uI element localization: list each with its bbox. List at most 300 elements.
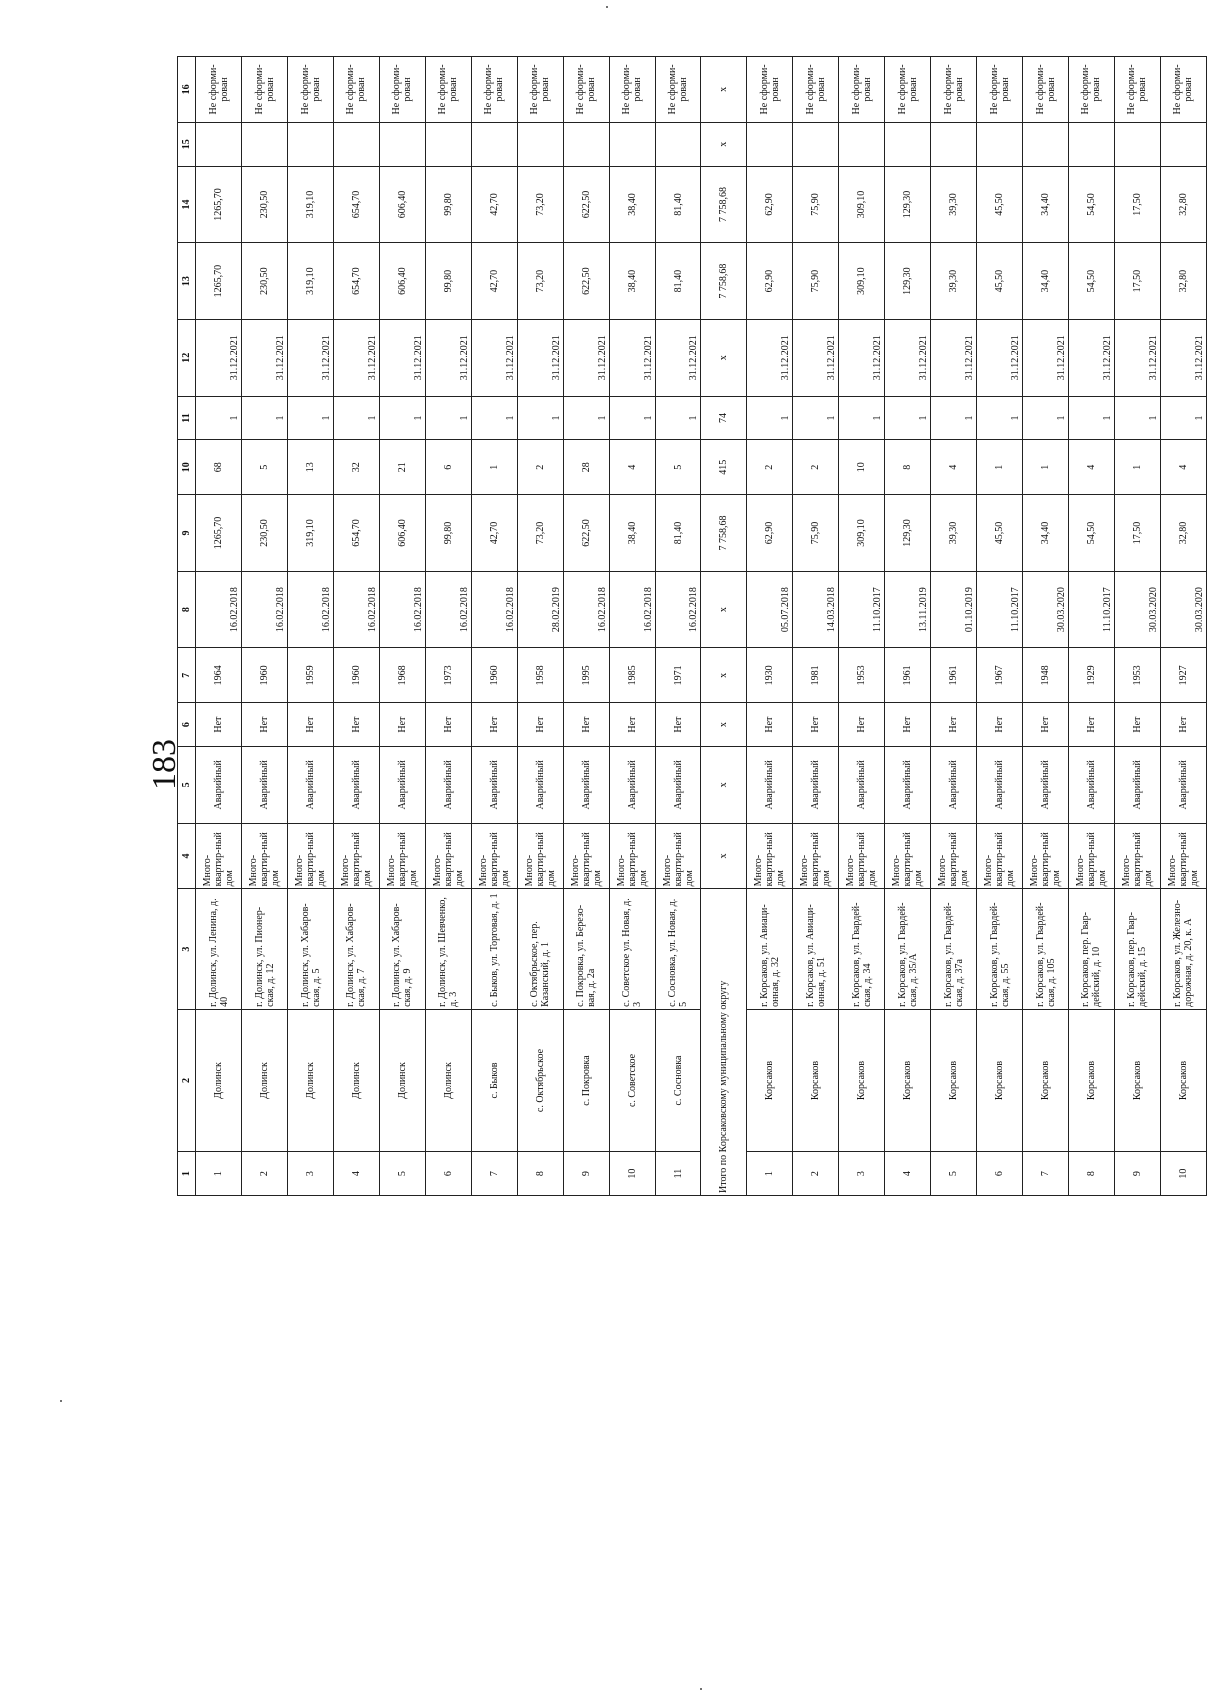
table-row: [885, 57, 931, 1196]
cell-addr: г. Корсаков, ул. Гвардей-ская, д. 105: [1023, 889, 1069, 1009]
cell-c13: 73,20: [517, 243, 563, 320]
cell-c13: 606,40: [379, 243, 425, 320]
cell-area: 622,50: [563, 495, 609, 572]
total-c5: х: [701, 746, 747, 823]
cell-c15: [977, 122, 1023, 166]
cell-c6: Нет: [931, 703, 977, 747]
cell-c15: [242, 122, 288, 166]
cell-c15: [1023, 122, 1069, 166]
cell-c15: [471, 122, 517, 166]
cell-date: 13.11.2019: [885, 571, 931, 648]
cell-year: 1981: [793, 648, 839, 703]
cell-loc: с. Советское: [609, 1009, 655, 1151]
cell-date: 30.03.2020: [1160, 571, 1206, 648]
cell-c6: Нет: [471, 703, 517, 747]
cell-deadline: 31.12.2021: [288, 319, 334, 396]
cell-type: Много-квартир-ный дом: [471, 823, 517, 889]
cell-date: 28.02.2019: [517, 571, 563, 648]
total-label: Итого по Корсаковскому муниципальному округу: [701, 889, 747, 1196]
cell-c6: Нет: [1114, 703, 1160, 747]
cell-c16: Не сформи-рован: [609, 57, 655, 123]
cell-type: Много-квартир-ный дом: [1160, 823, 1206, 889]
cell-loc: Долинск: [425, 1009, 471, 1151]
housing-table-container: [177, 56, 1207, 1196]
cell-loc: с. Октябрьское: [517, 1009, 563, 1151]
cell-type: Много-квартир-ный дом: [563, 823, 609, 889]
cell-c11: 1: [196, 396, 242, 440]
table-row: [839, 57, 885, 1196]
cell-c13: 42,70: [471, 243, 517, 320]
scan-speck: [700, 1688, 702, 1690]
cell-c15: [425, 122, 471, 166]
cell-date: 16.02.2018: [563, 571, 609, 648]
cell-addr: г. Корсаков, ул. Гвардей-ская, д. 37а: [931, 889, 977, 1009]
total-c10: 415: [701, 440, 747, 495]
cell-c11: 1: [655, 396, 701, 440]
cell-c16: Не сформи-рован: [379, 57, 425, 123]
cell-n: 6: [425, 1152, 471, 1196]
cell-c11: 1: [471, 396, 517, 440]
cell-area: 654,70: [333, 495, 379, 572]
cell-c11: 1: [425, 396, 471, 440]
total-c6: х: [701, 703, 747, 747]
table-row: [609, 57, 655, 1196]
cell-c10: 68: [196, 440, 242, 495]
cell-type: Много-квартир-ный дом: [931, 823, 977, 889]
cell-type: Много-квартир-ный дом: [288, 823, 334, 889]
cell-c6: Нет: [655, 703, 701, 747]
cell-addr: г. Корсаков, ул. Гвардей-ская, д. 55: [977, 889, 1023, 1009]
cell-c13: 54,50: [1068, 243, 1114, 320]
cell-c11: 1: [885, 396, 931, 440]
cell-status: Аварийный: [333, 746, 379, 823]
cell-c10: 5: [242, 440, 288, 495]
cell-addr: г. Долинск, ул. Шевченко, д. 3: [425, 889, 471, 1009]
cell-loc: Корсаков: [977, 1009, 1023, 1151]
cell-c10: 21: [379, 440, 425, 495]
cell-n: 8: [517, 1152, 563, 1196]
table-row: [931, 57, 977, 1196]
cell-loc: Корсаков: [839, 1009, 885, 1151]
cell-c10: 4: [931, 440, 977, 495]
cell-n: 3: [839, 1152, 885, 1196]
cell-status: Аварийный: [977, 746, 1023, 823]
table-row: [288, 57, 334, 1196]
cell-area: 34,40: [1023, 495, 1069, 572]
cell-c13: 129,30: [885, 243, 931, 320]
cell-year: 1959: [288, 648, 334, 703]
cell-date: 16.02.2018: [379, 571, 425, 648]
cell-date: 16.02.2018: [242, 571, 288, 648]
cell-deadline: 31.12.2021: [425, 319, 471, 396]
cell-deadline: 31.12.2021: [1160, 319, 1206, 396]
cell-area: 99,80: [425, 495, 471, 572]
cell-c11: 1: [1114, 396, 1160, 440]
cell-c15: [1160, 122, 1206, 166]
cell-n: 4: [333, 1152, 379, 1196]
cell-c15: [885, 122, 931, 166]
cell-c13: 319,10: [288, 243, 334, 320]
cell-c16: Не сформи-рован: [793, 57, 839, 123]
cell-loc: Долинск: [333, 1009, 379, 1151]
cell-addr: г. Корсаков, пер. Гвар-дейский, д. 10: [1068, 889, 1114, 1009]
cell-status: Аварийный: [1160, 746, 1206, 823]
cell-c10: 28: [563, 440, 609, 495]
cell-c13: 45,50: [977, 243, 1023, 320]
cell-addr: г. Корсаков, ул. Железно-дорожная, д. 20, к. А: [1160, 889, 1206, 1009]
cell-area: 81,40: [655, 495, 701, 572]
total-c8: х: [701, 571, 747, 648]
cell-deadline: 31.12.2021: [1114, 319, 1160, 396]
column-number: 16: [178, 57, 196, 123]
cell-year: 1971: [655, 648, 701, 703]
cell-c15: [1114, 122, 1160, 166]
cell-addr: г. Долинск, ул. Хабаров-ская, д. 7: [333, 889, 379, 1009]
cell-addr: г. Корсаков, ул. Авиаци-онная, д. 51: [793, 889, 839, 1009]
total-c7: х: [701, 648, 747, 703]
cell-c10: 1: [471, 440, 517, 495]
cell-date: 11.10.2017: [839, 571, 885, 648]
cell-loc: Корсаков: [747, 1009, 793, 1151]
cell-c15: [379, 122, 425, 166]
cell-c16: Не сформи-рован: [839, 57, 885, 123]
cell-n: 11: [655, 1152, 701, 1196]
cell-c6: Нет: [196, 703, 242, 747]
cell-c14: 32,80: [1160, 166, 1206, 243]
cell-deadline: 31.12.2021: [563, 319, 609, 396]
cell-n: 3: [288, 1152, 334, 1196]
cell-date: 16.02.2018: [609, 571, 655, 648]
cell-c6: Нет: [1023, 703, 1069, 747]
cell-c16: Не сформи-рован: [1114, 57, 1160, 123]
table-row: [1114, 57, 1160, 1196]
cell-c16: Не сформи-рован: [977, 57, 1023, 123]
cell-c10: 2: [517, 440, 563, 495]
cell-date: 16.02.2018: [333, 571, 379, 648]
cell-deadline: 31.12.2021: [655, 319, 701, 396]
cell-c10: 4: [1160, 440, 1206, 495]
cell-addr: г. Корсаков, пер. Гвар-дейский, д. 15: [1114, 889, 1160, 1009]
cell-year: 1927: [1160, 648, 1206, 703]
cell-c10: 5: [655, 440, 701, 495]
cell-c11: 1: [793, 396, 839, 440]
cell-n: 9: [563, 1152, 609, 1196]
cell-c6: Нет: [242, 703, 288, 747]
cell-status: Аварийный: [885, 746, 931, 823]
cell-addr: г. Долинск, ул. Пионер-ская, д. 12: [242, 889, 288, 1009]
cell-n: 5: [379, 1152, 425, 1196]
table-row: [977, 57, 1023, 1196]
cell-deadline: 31.12.2021: [977, 319, 1023, 396]
cell-area: 1265,70: [196, 495, 242, 572]
cell-n: 1: [196, 1152, 242, 1196]
cell-type: Много-квартир-ный дом: [839, 823, 885, 889]
cell-c6: Нет: [379, 703, 425, 747]
column-number: 14: [178, 166, 196, 243]
cell-status: Аварийный: [1023, 746, 1069, 823]
cell-area: 73,20: [517, 495, 563, 572]
cell-c13: 81,40: [655, 243, 701, 320]
cell-c16: Не сформи-рован: [333, 57, 379, 123]
cell-c14: 39,30: [931, 166, 977, 243]
cell-c14: 17,50: [1114, 166, 1160, 243]
cell-addr: с. Сосновка, ул. Новая, д. 5: [655, 889, 701, 1009]
cell-loc: с. Сосновка: [655, 1009, 701, 1151]
cell-c11: 1: [977, 396, 1023, 440]
cell-c14: 73,20: [517, 166, 563, 243]
cell-area: 75,90: [793, 495, 839, 572]
cell-n: 7: [471, 1152, 517, 1196]
cell-c10: 1: [977, 440, 1023, 495]
cell-loc: Корсаков: [931, 1009, 977, 1151]
cell-addr: с. Советское ул. Новая, д. 3: [609, 889, 655, 1009]
table-row: [747, 57, 793, 1196]
cell-c16: Не сформи-рован: [288, 57, 334, 123]
cell-deadline: 31.12.2021: [793, 319, 839, 396]
cell-c15: [931, 122, 977, 166]
cell-c6: Нет: [839, 703, 885, 747]
scan-speck: [606, 6, 608, 8]
cell-status: Аварийный: [471, 746, 517, 823]
cell-addr: с. Покровка, ул. Березо-вая, д. 2а: [563, 889, 609, 1009]
cell-c11: 1: [288, 396, 334, 440]
cell-c15: [747, 122, 793, 166]
cell-addr: с. Октябрьское, пер. Казанский, д. 1: [517, 889, 563, 1009]
cell-n: 8: [1068, 1152, 1114, 1196]
cell-type: Много-квартир-ный дом: [1068, 823, 1114, 889]
cell-c14: 62,90: [747, 166, 793, 243]
column-number: 8: [178, 571, 196, 648]
cell-area: 38,40: [609, 495, 655, 572]
cell-c13: 39,30: [931, 243, 977, 320]
cell-status: Аварийный: [425, 746, 471, 823]
cell-deadline: 31.12.2021: [931, 319, 977, 396]
cell-type: Много-квартир-ный дом: [1114, 823, 1160, 889]
cell-c15: [1068, 122, 1114, 166]
total-c12: х: [701, 319, 747, 396]
cell-c10: 1: [1114, 440, 1160, 495]
cell-area: 319,10: [288, 495, 334, 572]
table-row: [793, 57, 839, 1196]
cell-n: 2: [793, 1152, 839, 1196]
cell-type: Много-квартир-ный дом: [977, 823, 1023, 889]
table-body: [178, 57, 1207, 1196]
cell-c11: 1: [563, 396, 609, 440]
cell-c6: Нет: [885, 703, 931, 747]
cell-deadline: 31.12.2021: [609, 319, 655, 396]
cell-year: 1985: [609, 648, 655, 703]
cell-date: 14.03.2018: [793, 571, 839, 648]
cell-loc: Долинск: [242, 1009, 288, 1151]
cell-status: Аварийный: [747, 746, 793, 823]
cell-area: 606,40: [379, 495, 425, 572]
column-number: 13: [178, 243, 196, 320]
cell-deadline: 31.12.2021: [1023, 319, 1069, 396]
cell-addr: г. Долинск, ул. Ленина, д. 40: [196, 889, 242, 1009]
cell-type: Много-квартир-ный дом: [196, 823, 242, 889]
cell-deadline: 31.12.2021: [379, 319, 425, 396]
cell-c15: [655, 122, 701, 166]
cell-status: Аварийный: [655, 746, 701, 823]
cell-date: 30.03.2020: [1114, 571, 1160, 648]
column-number: 10: [178, 440, 196, 495]
cell-type: Много-квартир-ный дом: [793, 823, 839, 889]
cell-deadline: 31.12.2021: [242, 319, 288, 396]
cell-c16: Не сформи-рован: [425, 57, 471, 123]
cell-c13: 309,10: [839, 243, 885, 320]
cell-c11: 1: [1068, 396, 1114, 440]
cell-status: Аварийный: [196, 746, 242, 823]
cell-status: Аварийный: [379, 746, 425, 823]
table-row: [379, 57, 425, 1196]
cell-c11: 1: [931, 396, 977, 440]
cell-c14: 45,50: [977, 166, 1023, 243]
cell-deadline: 31.12.2021: [196, 319, 242, 396]
total-c13: 7 758,68: [701, 243, 747, 320]
cell-status: Аварийный: [1114, 746, 1160, 823]
cell-addr: г. Корсаков, ул. Гвардей-ская, д. 35/А: [885, 889, 931, 1009]
cell-deadline: 31.12.2021: [471, 319, 517, 396]
cell-addr: г. Долинск, ул. Хабаров-ская, д. 5: [288, 889, 334, 1009]
cell-type: Много-квартир-ный дом: [379, 823, 425, 889]
cell-addr: г. Корсаков, ул. Авиаци-онная, д. 32: [747, 889, 793, 1009]
cell-year: 1960: [242, 648, 288, 703]
cell-c14: 81,40: [655, 166, 701, 243]
cell-deadline: 31.12.2021: [1068, 319, 1114, 396]
cell-c6: Нет: [747, 703, 793, 747]
table-row: [333, 57, 379, 1196]
cell-c11: 1: [839, 396, 885, 440]
cell-c13: 654,70: [333, 243, 379, 320]
cell-c10: 4: [609, 440, 655, 495]
total-c15: х: [701, 122, 747, 166]
cell-area: 230,50: [242, 495, 288, 572]
cell-date: 11.10.2017: [977, 571, 1023, 648]
cell-n: 4: [885, 1152, 931, 1196]
cell-loc: Долинск: [288, 1009, 334, 1151]
cell-date: 16.02.2018: [288, 571, 334, 648]
cell-c6: Нет: [977, 703, 1023, 747]
cell-type: Много-квартир-ный дом: [517, 823, 563, 889]
cell-c11: 1: [517, 396, 563, 440]
cell-c14: 654,70: [333, 166, 379, 243]
emergency-housing-table: [177, 56, 1207, 1196]
cell-c13: 75,90: [793, 243, 839, 320]
scan-speck: [60, 1400, 62, 1402]
cell-c13: 1265,70: [196, 243, 242, 320]
cell-n: 9: [1114, 1152, 1160, 1196]
cell-c13: 17,50: [1114, 243, 1160, 320]
cell-c10: 6: [425, 440, 471, 495]
cell-deadline: 31.12.2021: [333, 319, 379, 396]
cell-c15: [793, 122, 839, 166]
cell-loc: Корсаков: [1068, 1009, 1114, 1151]
cell-c6: Нет: [425, 703, 471, 747]
cell-area: 309,10: [839, 495, 885, 572]
cell-c13: 622,50: [563, 243, 609, 320]
cell-type: Много-квартир-ный дом: [747, 823, 793, 889]
cell-year: 1961: [885, 648, 931, 703]
cell-area: 32,80: [1160, 495, 1206, 572]
cell-status: Аварийный: [609, 746, 655, 823]
cell-c16: Не сформи-рован: [242, 57, 288, 123]
cell-n: 7: [1023, 1152, 1069, 1196]
cell-addr: г. Долинск, ул. Хабаров-ская, д. 9: [379, 889, 425, 1009]
column-number: 3: [178, 889, 196, 1009]
cell-c11: 1: [1023, 396, 1069, 440]
cell-c6: Нет: [609, 703, 655, 747]
cell-c15: [839, 122, 885, 166]
table-row: [517, 57, 563, 1196]
cell-n: 5: [931, 1152, 977, 1196]
cell-n: 10: [609, 1152, 655, 1196]
cell-c16: Не сформи-рован: [1068, 57, 1114, 123]
cell-c15: [288, 122, 334, 166]
cell-deadline: 31.12.2021: [747, 319, 793, 396]
cell-c16: Не сформи-рован: [655, 57, 701, 123]
cell-c6: Нет: [517, 703, 563, 747]
cell-date: 16.02.2018: [196, 571, 242, 648]
cell-status: Аварийный: [1068, 746, 1114, 823]
cell-c13: 62,90: [747, 243, 793, 320]
page-number: 183: [146, 739, 183, 790]
cell-date: 30.03.2020: [1023, 571, 1069, 648]
cell-n: 10: [1160, 1152, 1206, 1196]
cell-c11: 1: [333, 396, 379, 440]
cell-date: 16.02.2018: [471, 571, 517, 648]
cell-status: Аварийный: [931, 746, 977, 823]
cell-c14: 129,30: [885, 166, 931, 243]
column-number: 6: [178, 703, 196, 747]
cell-status: Аварийный: [288, 746, 334, 823]
cell-area: 42,70: [471, 495, 517, 572]
cell-loc: Корсаков: [793, 1009, 839, 1151]
cell-date: 05.07.2018: [747, 571, 793, 648]
total-row: [701, 57, 747, 1196]
cell-loc: с. Быков: [471, 1009, 517, 1151]
cell-c16: Не сформи-рован: [885, 57, 931, 123]
cell-c14: 606,40: [379, 166, 425, 243]
cell-loc: Долинск: [196, 1009, 242, 1151]
cell-loc: с. Покровка: [563, 1009, 609, 1151]
cell-c14: 54,50: [1068, 166, 1114, 243]
column-number: 1: [178, 1152, 196, 1196]
column-number: 12: [178, 319, 196, 396]
cell-c16: Не сформи-рован: [517, 57, 563, 123]
cell-c11: 1: [609, 396, 655, 440]
cell-c6: Нет: [563, 703, 609, 747]
cell-c10: 4: [1068, 440, 1114, 495]
cell-loc: Корсаков: [1023, 1009, 1069, 1151]
cell-n: 2: [242, 1152, 288, 1196]
cell-c14: 309,10: [839, 166, 885, 243]
cell-c10: 13: [288, 440, 334, 495]
table-row: [425, 57, 471, 1196]
total-c14: 7 758,68: [701, 166, 747, 243]
table-row: [196, 57, 242, 1196]
cell-area: 54,50: [1068, 495, 1114, 572]
cell-year: 1973: [425, 648, 471, 703]
table-row: [242, 57, 288, 1196]
cell-addr: с. Быков, ул. Торговая, д. 1: [471, 889, 517, 1009]
cell-c10: 32: [333, 440, 379, 495]
cell-addr: г. Корсаков, ул. Гвардей-ская, д. 34: [839, 889, 885, 1009]
cell-c16: Не сформи-рован: [1160, 57, 1206, 123]
cell-type: Много-квартир-ный дом: [655, 823, 701, 889]
cell-deadline: 31.12.2021: [885, 319, 931, 396]
table-row: [563, 57, 609, 1196]
cell-c16: Не сформи-рован: [563, 57, 609, 123]
